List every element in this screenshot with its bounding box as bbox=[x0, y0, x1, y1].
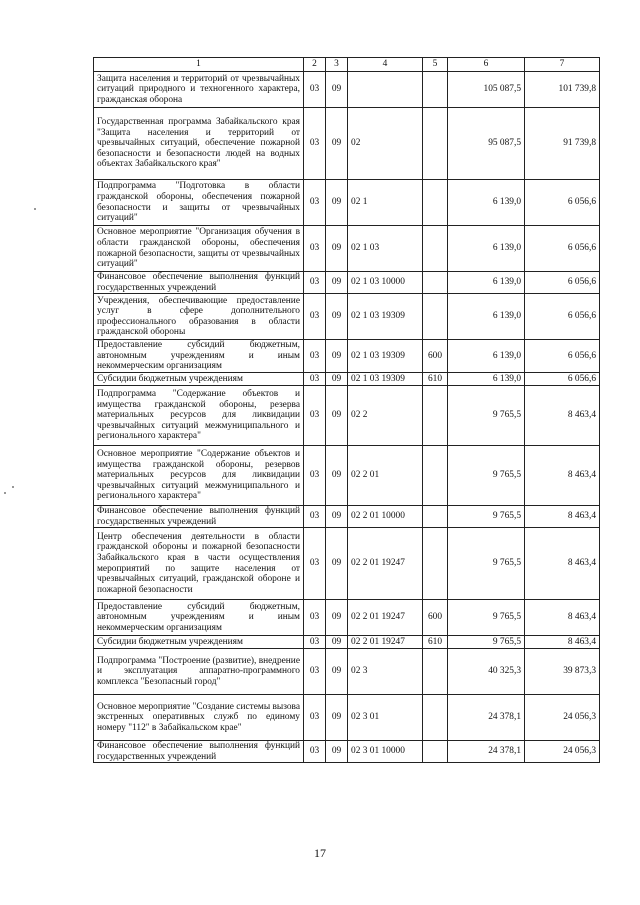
row-subsection: 09 bbox=[326, 72, 348, 108]
budget-table bbox=[93, 57, 600, 763]
row-subsection: 09 bbox=[326, 528, 348, 600]
row-target-code: 02 1 03 19309 bbox=[348, 372, 423, 385]
row-name: Основное мероприятие "Организация обучения в области гражданской обороны, обеспечения пожарной безопасности, защиты от чрезвычайных ситуаций" bbox=[94, 226, 304, 272]
row-amount-2: 24 056,3 bbox=[525, 741, 600, 763]
table-row bbox=[94, 741, 600, 763]
row-target-code: 02 1 bbox=[348, 180, 423, 226]
row-name: Защита населения и территорий от чрезвычайных ситуаций природного и техногенного характера, гражданская оборона bbox=[94, 72, 304, 108]
row-expense-type bbox=[423, 108, 448, 180]
row-amount-1: 9 765,5 bbox=[448, 636, 525, 649]
row-target-code: 02 1 03 bbox=[348, 226, 423, 272]
table-row bbox=[94, 340, 600, 373]
row-subsection: 09 bbox=[326, 636, 348, 649]
row-expense-type bbox=[423, 528, 448, 600]
row-amount-2: 6 056,6 bbox=[525, 226, 600, 272]
row-name: Подпрограмма "Подготовка в области гражданской обороны, обеспечения пожарной безопасности и защиты от чрезвычайных ситуаций" bbox=[94, 180, 304, 226]
row-subsection: 09 bbox=[326, 649, 348, 695]
row-amount-1: 6 139,0 bbox=[448, 180, 525, 226]
row-subsection: 09 bbox=[326, 600, 348, 636]
row-section: 03 bbox=[304, 385, 326, 445]
row-section: 03 bbox=[304, 636, 326, 649]
table-header-row bbox=[94, 58, 600, 72]
row-subsection: 09 bbox=[326, 340, 348, 373]
row-expense-type bbox=[423, 505, 448, 527]
row-amount-1: 9 765,5 bbox=[448, 600, 525, 636]
table-row bbox=[94, 108, 600, 180]
table-row bbox=[94, 528, 600, 600]
row-target-code: 02 1 03 10000 bbox=[348, 272, 423, 294]
row-section: 03 bbox=[304, 272, 326, 294]
row-amount-2: 8 463,4 bbox=[525, 528, 600, 600]
table-body bbox=[94, 72, 600, 763]
header-col-section: 2 bbox=[304, 58, 326, 72]
table-row bbox=[94, 649, 600, 695]
row-expense-type bbox=[423, 294, 448, 340]
row-target-code: 02 2 01 19247 bbox=[348, 528, 423, 600]
row-subsection: 09 bbox=[326, 741, 348, 763]
row-expense-type: 610 bbox=[423, 372, 448, 385]
table-row bbox=[94, 385, 600, 445]
row-name: Основное мероприятие "Содержание объектов и имущества гражданской обороны, резервов материальных ресурсов для ликвидации чрезвычайных ситуаций межмуниципального и регионального характера" bbox=[94, 445, 304, 505]
table-row bbox=[94, 600, 600, 636]
row-expense-type bbox=[423, 180, 448, 226]
row-section: 03 bbox=[304, 108, 326, 180]
row-target-code: 02 1 03 19309 bbox=[348, 294, 423, 340]
row-name: Учреждения, обеспечивающие предоставление услуг в сфере дополнительного профессионального образования в области гражданской обороны bbox=[94, 294, 304, 340]
row-amount-1: 6 139,0 bbox=[448, 226, 525, 272]
row-amount-2: 24 056,3 bbox=[525, 695, 600, 741]
row-amount-2: 8 463,4 bbox=[525, 636, 600, 649]
row-target-code: 02 2 01 10000 bbox=[348, 505, 423, 527]
row-amount-1: 6 139,0 bbox=[448, 372, 525, 385]
row-target-code: 02 2 01 19247 bbox=[348, 636, 423, 649]
table-row bbox=[94, 72, 600, 108]
row-amount-2: 8 463,4 bbox=[525, 600, 600, 636]
row-name: Подпрограмма "Построение (развитие), внедрение и эксплуатация аппаратно-программного комплекса "Безопасный город" bbox=[94, 649, 304, 695]
row-amount-1: 24 378,1 bbox=[448, 695, 525, 741]
row-target-code: 02 2 bbox=[348, 385, 423, 445]
row-section: 03 bbox=[304, 695, 326, 741]
row-name: Финансовое обеспечение выполнения функций государственных учреждений bbox=[94, 741, 304, 763]
scan-speck bbox=[34, 208, 36, 210]
table-row bbox=[94, 180, 600, 226]
row-amount-2: 8 463,4 bbox=[525, 445, 600, 505]
row-section: 03 bbox=[304, 741, 326, 763]
row-amount-2: 39 873,3 bbox=[525, 649, 600, 695]
row-name: Финансовое обеспечение выполнения функций государственных учреждений bbox=[94, 272, 304, 294]
row-section: 03 bbox=[304, 340, 326, 373]
row-name: Предоставление субсидий бюджетным, автономным учреждениям и иным некоммерческим организациям bbox=[94, 600, 304, 636]
row-subsection: 09 bbox=[326, 272, 348, 294]
table-row bbox=[94, 272, 600, 294]
row-target-code: 02 3 bbox=[348, 649, 423, 695]
row-target-code: 02 2 01 19247 bbox=[348, 600, 423, 636]
row-target-code bbox=[348, 72, 423, 108]
header-col-amount-2: 7 bbox=[525, 58, 600, 72]
row-subsection: 09 bbox=[326, 180, 348, 226]
row-target-code: 02 bbox=[348, 108, 423, 180]
row-name: Основное мероприятие "Создание системы вызова экстренных оперативных служб по единому номеру "112" в Забайкальском крае" bbox=[94, 695, 304, 741]
row-subsection: 09 bbox=[326, 505, 348, 527]
row-subsection: 09 bbox=[326, 445, 348, 505]
header-col-amount-1: 6 bbox=[448, 58, 525, 72]
row-amount-1: 40 325,3 bbox=[448, 649, 525, 695]
row-amount-1: 6 139,0 bbox=[448, 340, 525, 373]
row-name: Предоставление субсидий бюджетным, автономным учреждениям и иным некоммерческим организациям bbox=[94, 340, 304, 373]
row-amount-2: 6 056,6 bbox=[525, 294, 600, 340]
row-name: Государственная программа Забайкальского края "Защита населения и территорий от чрезвычайных ситуаций, обеспечение пожарной безопасности и безопасности людей на водных объектах Забайкальского края" bbox=[94, 108, 304, 180]
row-amount-1: 24 378,1 bbox=[448, 741, 525, 763]
row-amount-2: 6 056,6 bbox=[525, 340, 600, 373]
row-expense-type bbox=[423, 226, 448, 272]
header-col-expense-type: 5 bbox=[423, 58, 448, 72]
row-expense-type bbox=[423, 385, 448, 445]
row-section: 03 bbox=[304, 72, 326, 108]
header-col-name: 1 bbox=[94, 58, 304, 72]
row-name: Финансовое обеспечение выполнения функций государственных учреждений bbox=[94, 505, 304, 527]
table-row bbox=[94, 372, 600, 385]
row-expense-type bbox=[423, 741, 448, 763]
row-amount-1: 6 139,0 bbox=[448, 294, 525, 340]
scan-speck bbox=[4, 492, 6, 494]
row-subsection: 09 bbox=[326, 385, 348, 445]
row-amount-2: 8 463,4 bbox=[525, 505, 600, 527]
row-section: 03 bbox=[304, 600, 326, 636]
row-amount-2: 6 056,6 bbox=[525, 180, 600, 226]
row-expense-type bbox=[423, 272, 448, 294]
row-subsection: 09 bbox=[326, 695, 348, 741]
row-amount-1: 6 139,0 bbox=[448, 272, 525, 294]
row-target-code: 02 3 01 bbox=[348, 695, 423, 741]
row-section: 03 bbox=[304, 649, 326, 695]
row-expense-type bbox=[423, 72, 448, 108]
page-number: 17 bbox=[314, 846, 326, 860]
row-section: 03 bbox=[304, 226, 326, 272]
row-amount-2: 101 739,8 bbox=[525, 72, 600, 108]
row-section: 03 bbox=[304, 505, 326, 527]
row-name: Центр обеспечения деятельности в области гражданской обороны и пожарной безопасности Забайкальского края в части осуществления мероприятий по защите населения от чрезвычайных ситуаций, гражданской обороне и пожарной безопасности bbox=[94, 528, 304, 600]
row-section: 03 bbox=[304, 372, 326, 385]
row-name: Субсидии бюджетным учреждениям bbox=[94, 372, 304, 385]
row-section: 03 bbox=[304, 445, 326, 505]
row-subsection: 09 bbox=[326, 372, 348, 385]
table-row bbox=[94, 505, 600, 527]
scan-speck bbox=[12, 486, 14, 488]
table-row bbox=[94, 695, 600, 741]
row-amount-2: 91 739,8 bbox=[525, 108, 600, 180]
row-amount-2: 6 056,6 bbox=[525, 372, 600, 385]
row-name: Субсидии бюджетным учреждениям bbox=[94, 636, 304, 649]
row-section: 03 bbox=[304, 528, 326, 600]
table-row bbox=[94, 445, 600, 505]
row-amount-1: 95 087,5 bbox=[448, 108, 525, 180]
row-amount-1: 105 087,5 bbox=[448, 72, 525, 108]
table-row bbox=[94, 636, 600, 649]
row-expense-type bbox=[423, 445, 448, 505]
row-amount-1: 9 765,5 bbox=[448, 505, 525, 527]
row-expense-type: 610 bbox=[423, 636, 448, 649]
row-target-code: 02 1 03 19309 bbox=[348, 340, 423, 373]
row-amount-1: 9 765,5 bbox=[448, 528, 525, 600]
row-target-code: 02 3 01 10000 bbox=[348, 741, 423, 763]
row-expense-type: 600 bbox=[423, 600, 448, 636]
row-amount-1: 9 765,5 bbox=[448, 445, 525, 505]
row-expense-type bbox=[423, 695, 448, 741]
header-col-subsection: 3 bbox=[326, 58, 348, 72]
row-amount-2: 8 463,4 bbox=[525, 385, 600, 445]
table-row bbox=[94, 294, 600, 340]
row-subsection: 09 bbox=[326, 294, 348, 340]
row-subsection: 09 bbox=[326, 108, 348, 180]
row-name: Подпрограмма "Содержание объектов и имущества гражданской обороны, резерва материальных ресурсов для ликвидации чрезвычайных ситуаций межмуниципального и регионального характера" bbox=[94, 385, 304, 445]
header-col-target-code: 4 bbox=[348, 58, 423, 72]
row-section: 03 bbox=[304, 294, 326, 340]
row-expense-type bbox=[423, 649, 448, 695]
row-section: 03 bbox=[304, 180, 326, 226]
row-expense-type: 600 bbox=[423, 340, 448, 373]
table-row bbox=[94, 226, 600, 272]
row-amount-2: 6 056,6 bbox=[525, 272, 600, 294]
row-amount-1: 9 765,5 bbox=[448, 385, 525, 445]
row-subsection: 09 bbox=[326, 226, 348, 272]
row-target-code: 02 2 01 bbox=[348, 445, 423, 505]
